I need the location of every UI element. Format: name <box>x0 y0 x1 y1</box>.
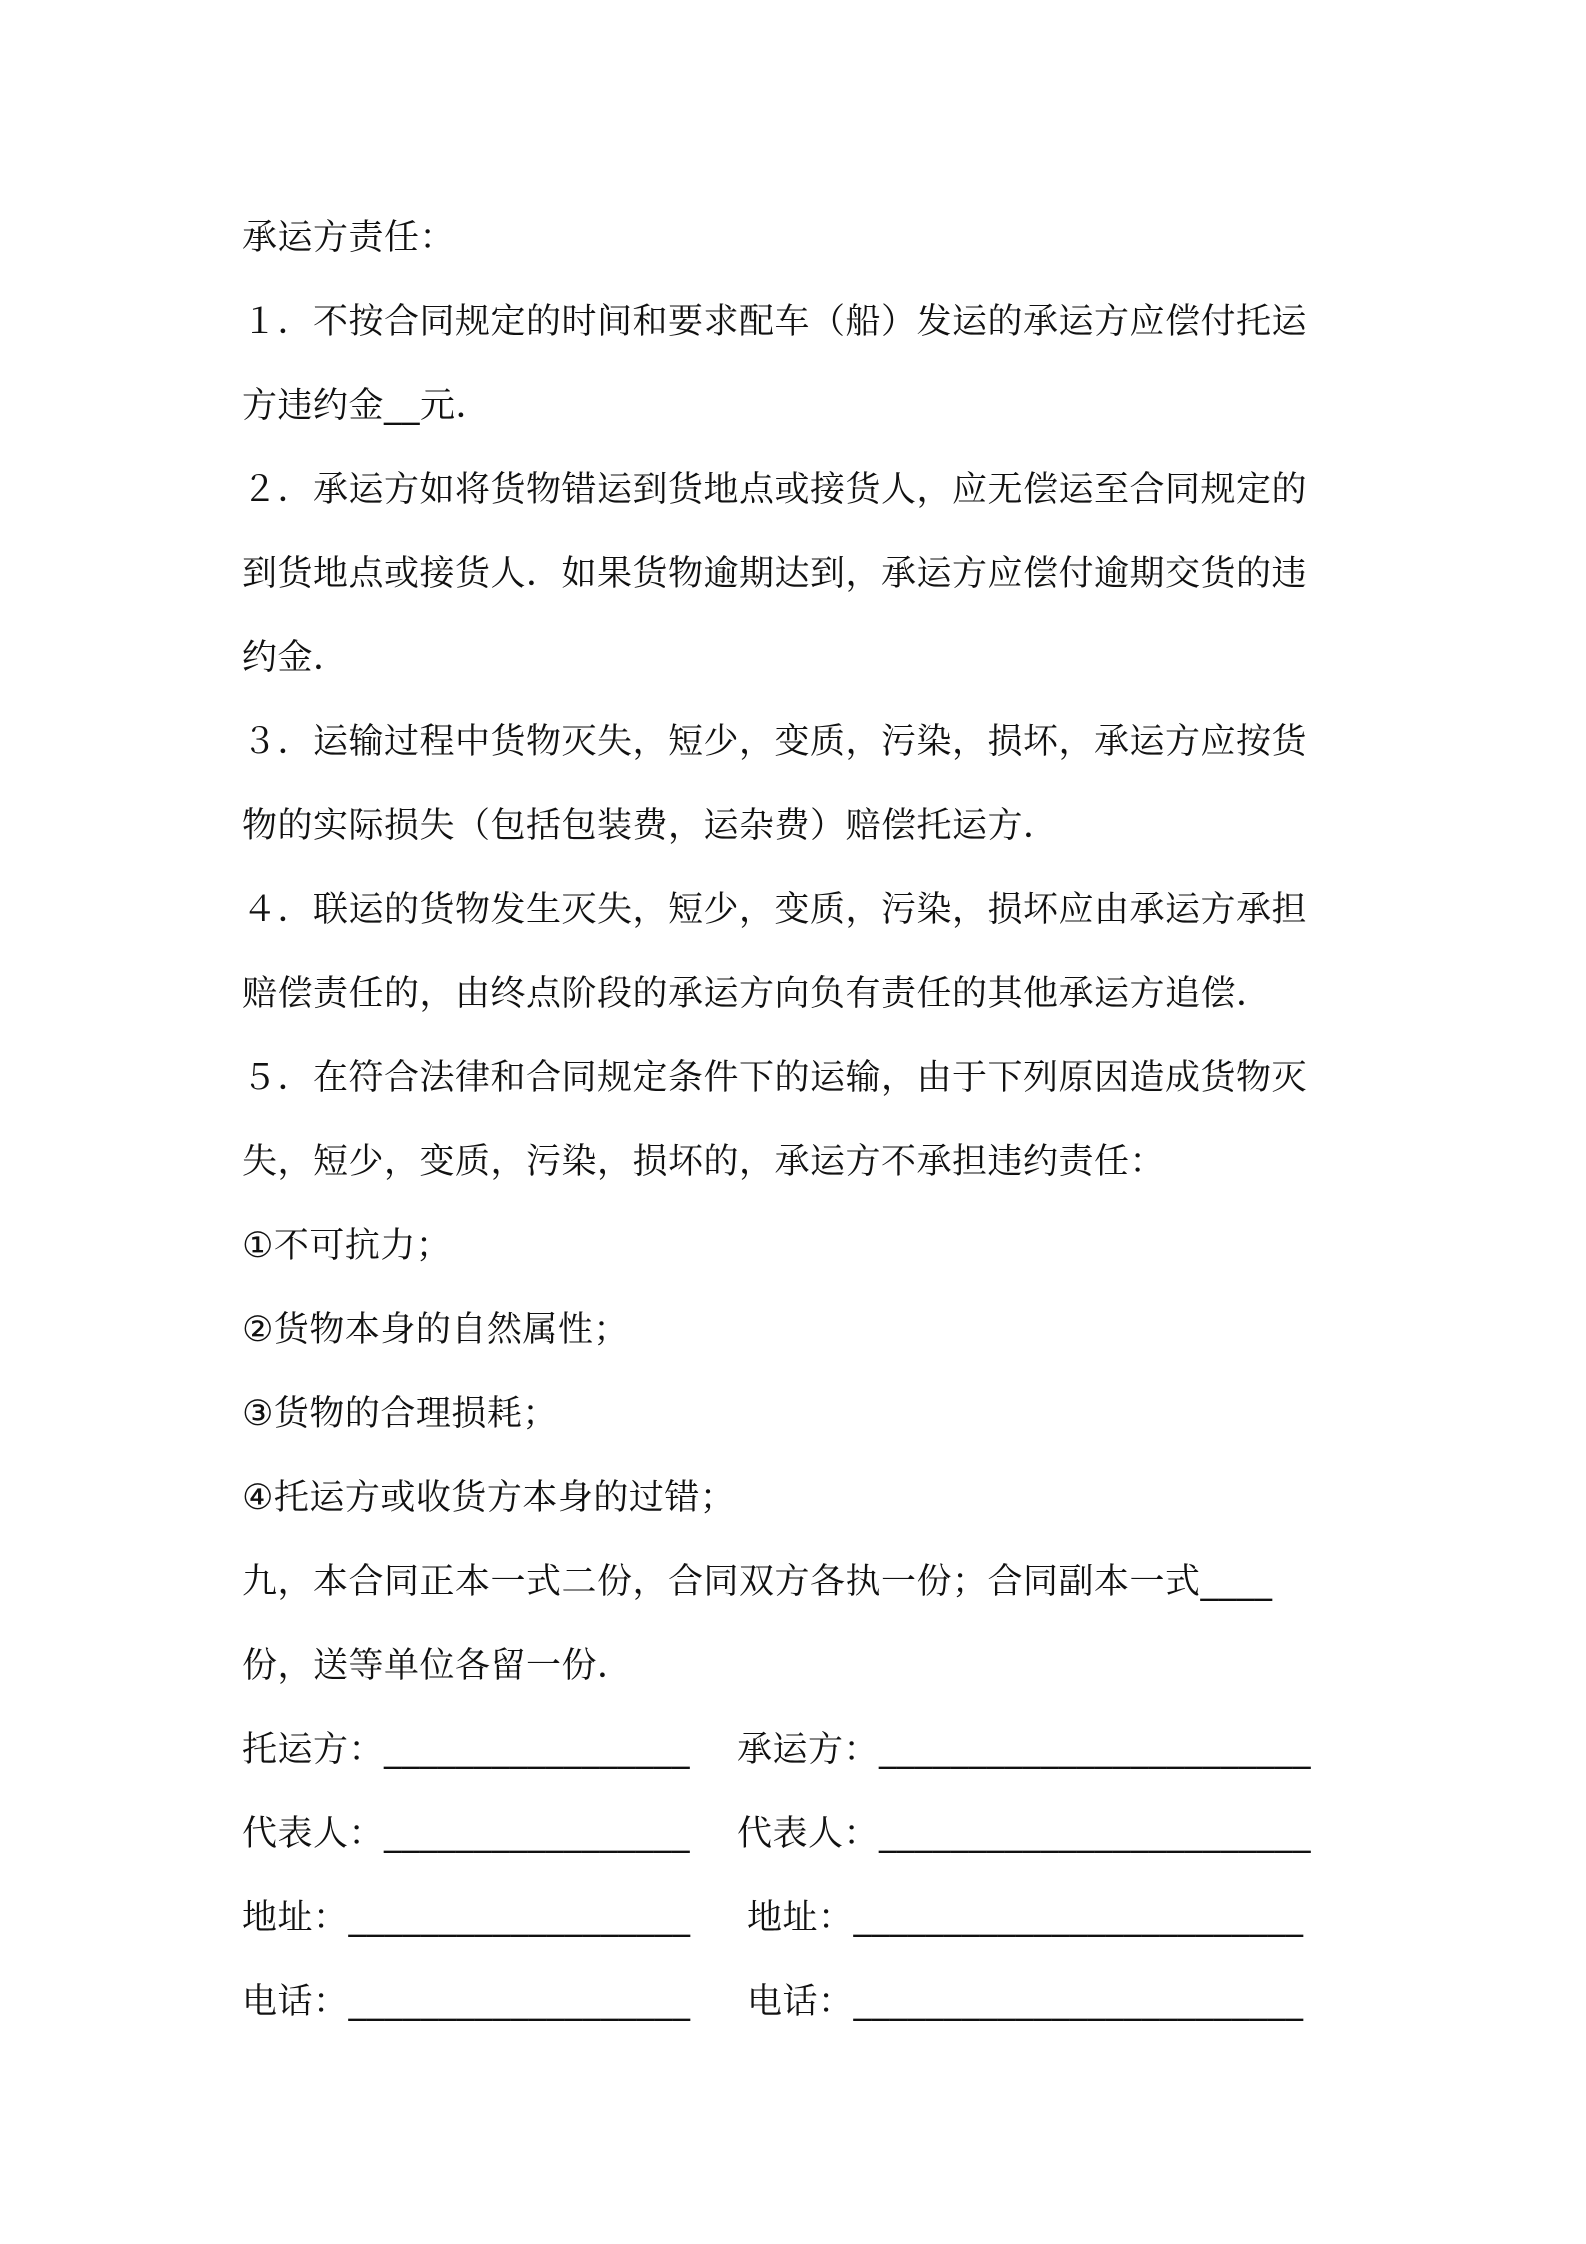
signature-row-representative <box>242 1792 1357 1876</box>
clause-2-line-2: 到货地点或接货人．如果货物逾期达到，承运方应偿付逾期交货的违 <box>242 554 1308 594</box>
clause-4-line-1: ４．联运的货物发生灭失，短少，变质，污染，损坏应由承运方承担 <box>242 890 1308 930</box>
shipper-representative-field: 代表人：_________________ <box>242 1814 691 1854</box>
shipper-address-field: 地址：___________________ <box>242 1898 691 1938</box>
contract-text <box>242 196 1357 2044</box>
clause-2-line-3: 约金． <box>242 638 349 678</box>
clause-4-line-2: 赔偿责任的，由终点阶段的承运方向负有责任的其他承运方追偿． <box>242 974 1272 1014</box>
exemption-item-2: ②货物本身的自然属性； <box>242 1310 629 1350</box>
exemption-item-1: ①不可抗力； <box>242 1226 452 1266</box>
carrier-address-field: 地址：_________________________ <box>747 1898 1304 1938</box>
clause-9-line-2: 份，送等单位各留一份． <box>242 1646 633 1686</box>
carrier-phone-field: 电话：_________________________ <box>747 1982 1304 2022</box>
carrier-field: 承运方：________________________ <box>737 1730 1312 1770</box>
signature-row-phone <box>242 1960 1357 2044</box>
clause-5-line-1: ５．在符合法律和合同规定条件下的运输，由于下列原因造成货物灭 <box>242 1058 1308 1098</box>
exemption-item-3: ③货物的合理损耗； <box>242 1394 558 1434</box>
clause-3-line-2: 物的实际损失（包括包装费，运杂费）赔偿托运方． <box>242 806 1059 846</box>
carrier-representative-field: 代表人：________________________ <box>737 1814 1312 1854</box>
clause-9-line-1: 九，本合同正本一式二份，合同双方各执一份；合同副本一式____ <box>242 1562 1273 1602</box>
clause-1-line-1: １．不按合同规定的时间和要求配车（船）发运的承运方应偿付托运 <box>242 302 1308 342</box>
exemption-item-4: ④托运方或收货方本身的过错； <box>242 1478 736 1518</box>
section-heading: 承运方责任： <box>242 218 456 258</box>
clause-5-line-2: 失，短少，变质，污染，损坏的，承运方不承担违约责任： <box>242 1142 1166 1182</box>
signature-row-shipper <box>242 1708 1357 1792</box>
signature-row-address <box>242 1876 1357 1960</box>
clause-3-line-1: ３．运输过程中货物灭失，短少，变质，污染，损坏，承运方应按货 <box>242 722 1308 762</box>
clause-1-line-2: 方违约金__元． <box>242 386 492 426</box>
clause-2-line-1: ２．承运方如将货物错运到货地点或接货人，应无偿运至合同规定的 <box>242 470 1308 510</box>
shipper-phone-field: 电话：___________________ <box>242 1982 691 2022</box>
shipper-field: 托运方：_________________ <box>242 1730 691 1770</box>
